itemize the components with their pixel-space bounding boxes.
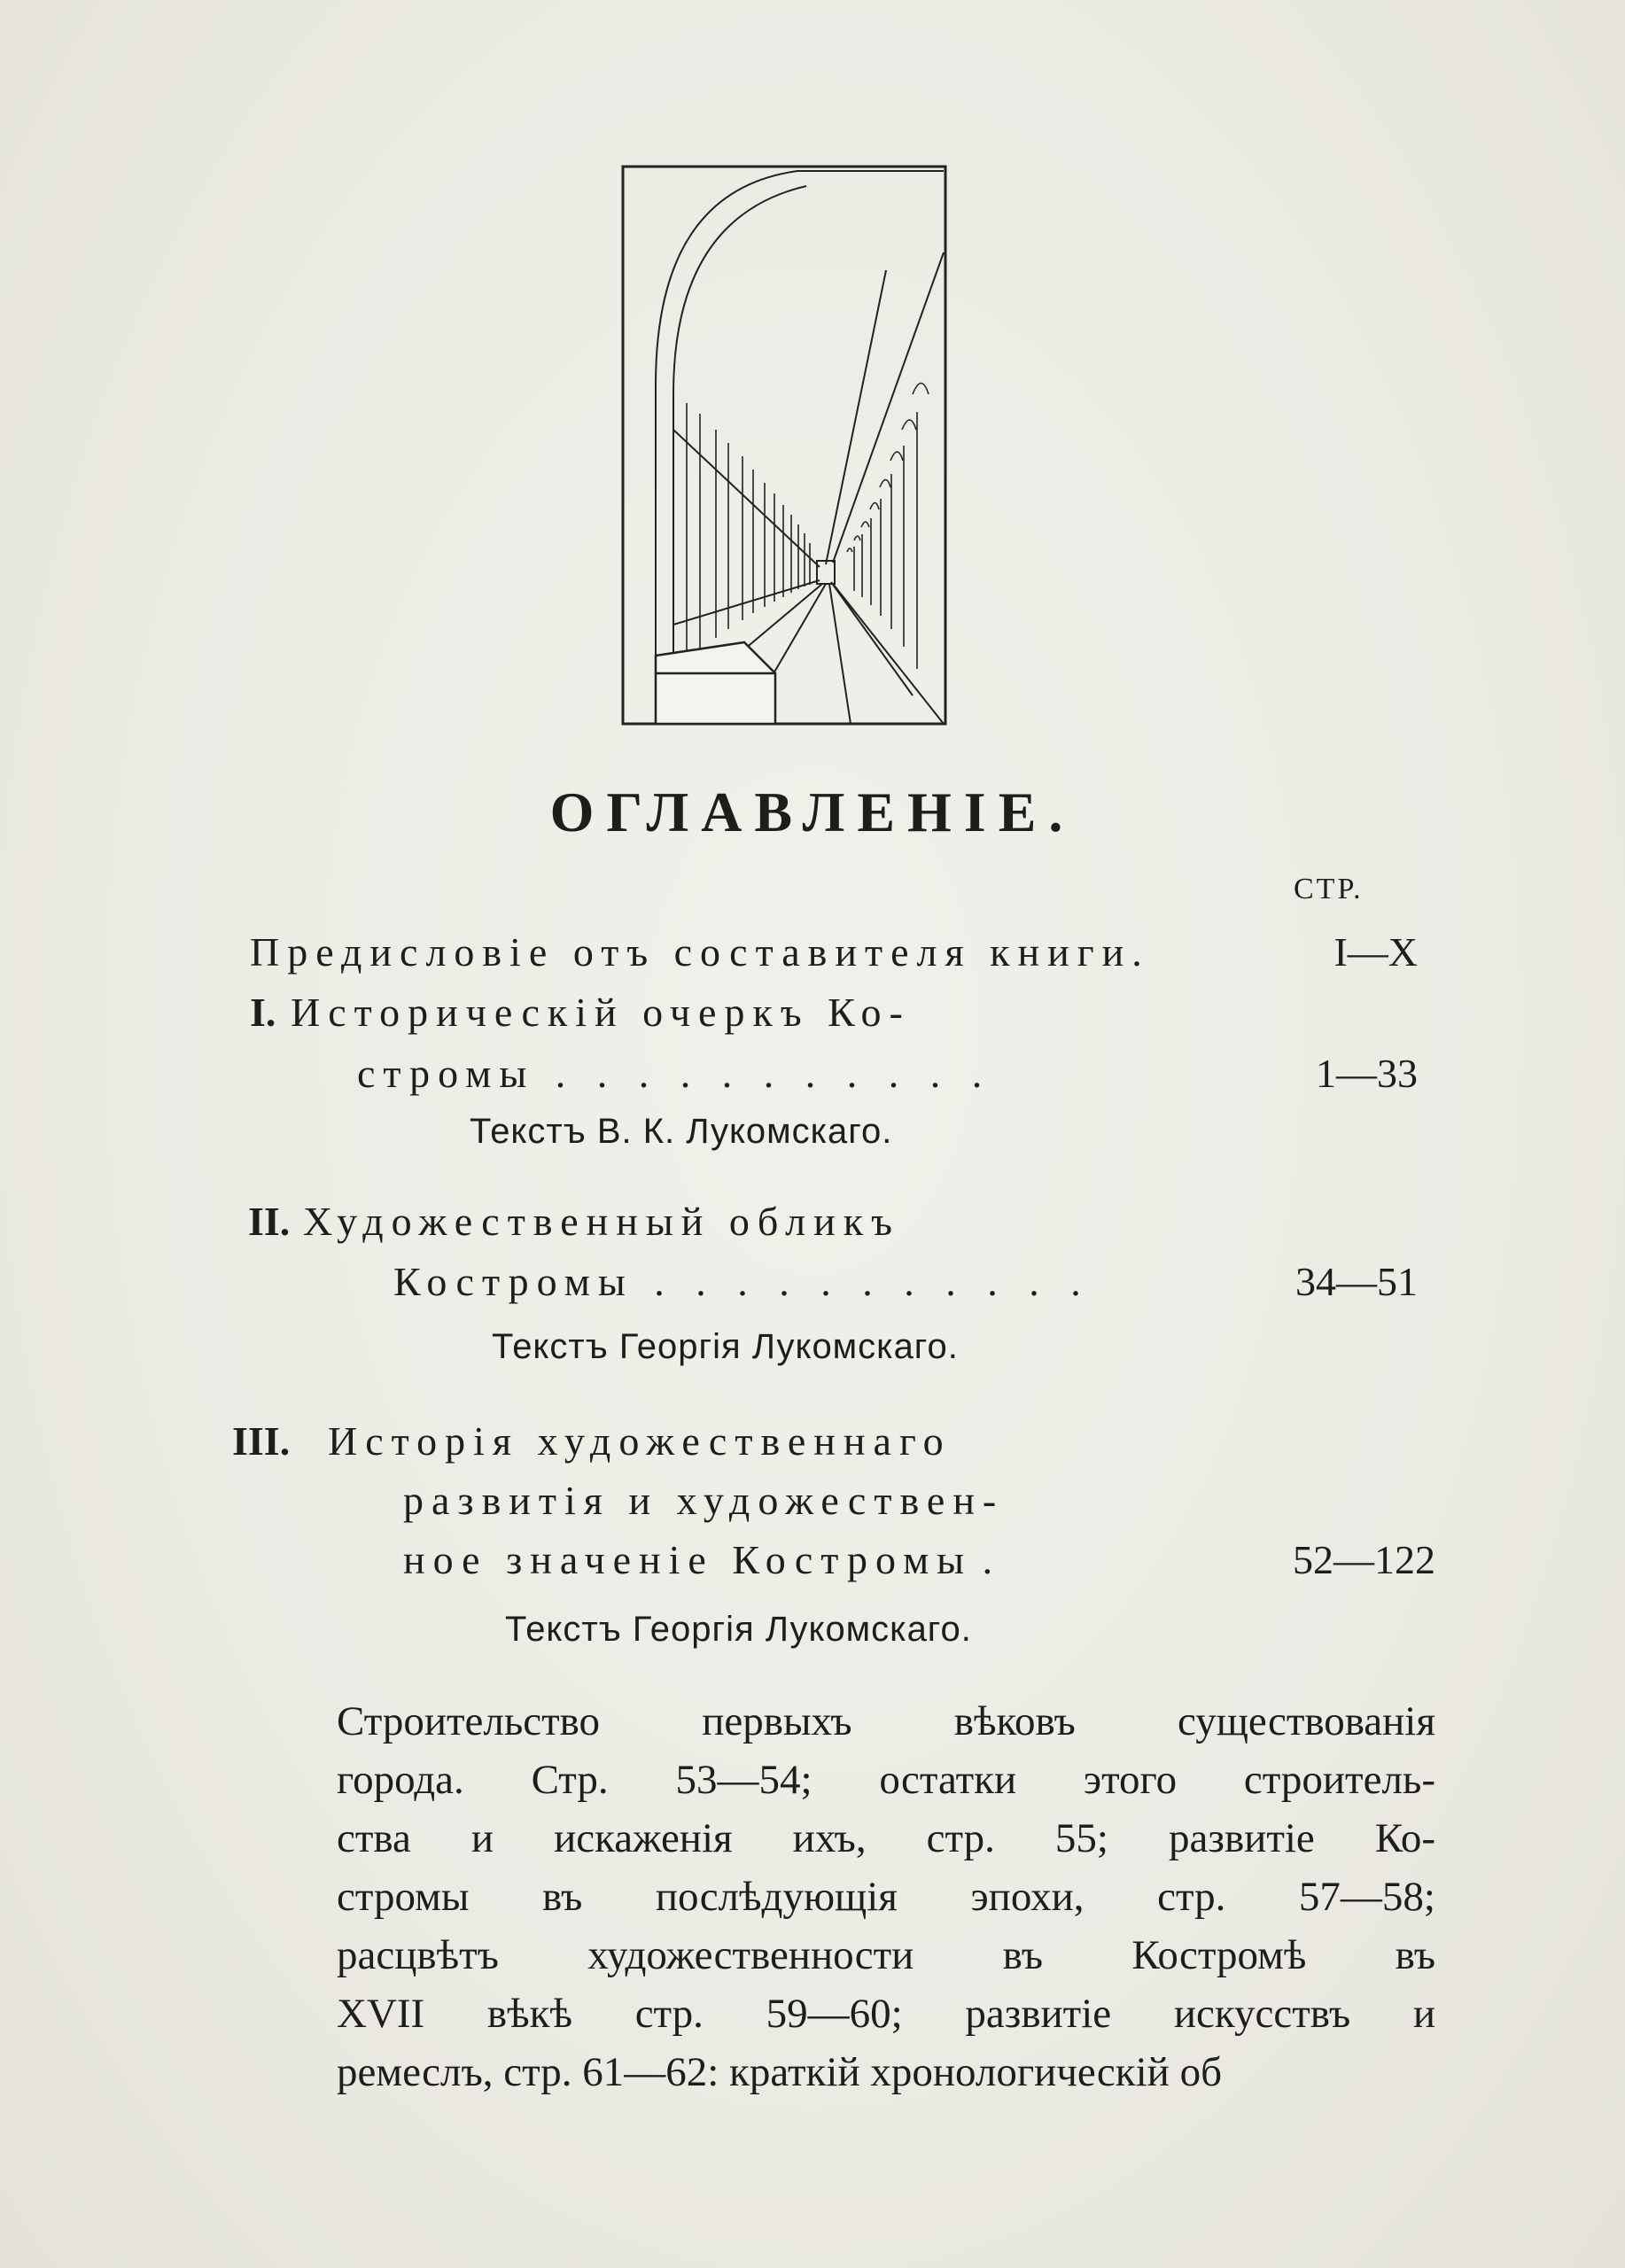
- toc-entry-2-number: II.: [248, 1199, 291, 1244]
- toc-entry-3-title-line3: ное значеніе Костромы .: [403, 1537, 993, 1582]
- summary-line: XVII вѣкѣ стр. 59—60; развитіе искусствъ и: [337, 1991, 1435, 2037]
- arcade-vignette-illustration: [620, 164, 948, 726]
- summary-line: города. Стр. 53—54; остатки этого строитель-: [337, 1757, 1435, 1803]
- toc-pages-preface: I—X: [1333, 929, 1418, 975]
- toc-pages-3: 52—122: [1293, 1537, 1435, 1582]
- summary-line: стромы въ послѣдующія эпохи, стр. 57—58;: [337, 1874, 1435, 1920]
- toc-pages-2: 34—51: [1295, 1259, 1418, 1304]
- toc-entry-2-title-line1: Художественный обликъ: [303, 1199, 900, 1244]
- toc-entry-1-author: Текстъ В. К. Лукомскаго.: [470, 1112, 893, 1151]
- summary-line: расцвѣтъ художественности въ Костромѣ въ: [337, 1932, 1435, 1978]
- toc-entry-2-author: Текстъ Георгія Лукомскаго.: [492, 1327, 959, 1366]
- toc-entry-3-title-line1: Исторія художественнаго: [328, 1418, 952, 1464]
- toc-entry-1-number: I.: [250, 990, 276, 1035]
- pages-column-label: СТР.: [1294, 873, 1364, 905]
- toc-entry-3-number: III.: [232, 1418, 291, 1464]
- toc-entry-3-title-line2: развитія и художествен-: [403, 1478, 1005, 1523]
- toc-entry-preface: Предисловіе отъ составителя книги.: [250, 929, 1150, 975]
- section-summary-paragraph: [337, 1692, 1435, 2101]
- summary-line: Строительство первыхъ вѣковъ существованія: [337, 1698, 1435, 1744]
- toc-entry-3-author: Текстъ Георгія Лукомскаго.: [505, 1610, 972, 1649]
- summary-line: ства и искаженія ихъ, стр. 55; развитіе Ко-: [337, 1815, 1435, 1861]
- toc-entry-1-title-line1: Историческій очеркъ Ко-: [291, 990, 911, 1035]
- toc-entry-1-title-line2: стромы . . . . . . . . . . .: [357, 1051, 993, 1096]
- contents-heading: ОГЛАВЛЕНІЕ.: [549, 781, 1076, 843]
- toc-pages-1: 1—33: [1316, 1051, 1418, 1096]
- summary-line: ремеслъ, стр. 61—62: краткій хронологическій об: [337, 2049, 1223, 2095]
- toc-entry-2-title-line2: Костромы . . . . . . . . . . .: [393, 1259, 1092, 1304]
